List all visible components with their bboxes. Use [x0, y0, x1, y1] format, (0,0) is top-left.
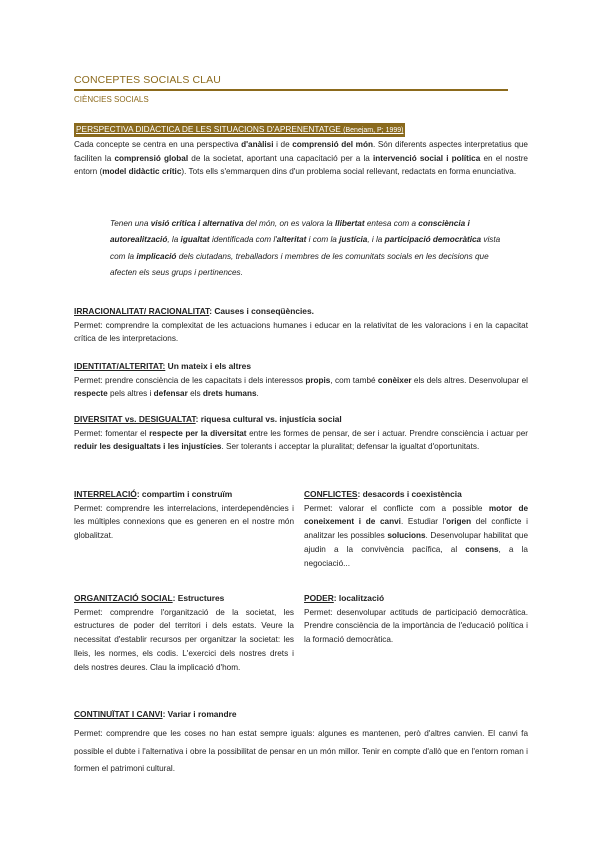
interrelacio-title: INTERRELACIÓ: compartim i construïm — [74, 489, 233, 499]
perspectiva-heading-text: PERSPECTIVA DIDÀCTICA DE LES SITUACIONS D'APRENENTATGE — [76, 124, 341, 134]
values-quote: Tenen una visió crítica i alternativa del món, on es valora la llibertat entesa com a consciència i autorealització, la igualtat identificada com l'alteritat i com la justícia, i la participació democràtica vista com la implicació dels ciutadans, treballadors i membres de les comunitats socials en les decisions que afecten els seus grups i pertinences. — [110, 219, 501, 278]
continuitat-title: CONTINUÏTAT I CANVI: Variar i romandre — [74, 709, 237, 719]
identitat-title: IDENTITAT/ALTERITAT: Un mateix i els altres — [74, 361, 251, 371]
conflictes-text: Permet: valorar el conflicte com a possible motor de coneixement i de canvi. Estudiar l'origen del conflicte i analitzar les possibles solucions. Desenvolupar habilitat que ajudin a la convivència pacífica, al consens, a la negociació... — [304, 503, 528, 568]
conflictes-title: CONFLICTES: desacords i coexistència — [304, 489, 462, 499]
perspectiva-reference: (Benejam, P; 1999) — [343, 127, 404, 134]
diversitat-title: DIVERSITAT vs. DESIGUALTAT: riquesa cultural vs. injustícia social — [74, 414, 342, 424]
title-rule — [74, 89, 508, 91]
continuitat-text: Permet: comprendre que les coses no han estat sempre iguals: algunes es mantenen, però d'altres canvien. El canvi fa possible el dubte i l'alternativa i obre la possibilitat de pensar en un món millor. Tenir en compte d'allò que en l'entorn roman i formen el patrimoni cultural. — [74, 729, 528, 773]
poder-text: Permet: desenvolupar actituds de participació democràtica. Prendre consciència de la importància de l'educació política i la formació democràtica. — [304, 607, 528, 645]
section-continuitat — [74, 708, 528, 778]
irracionalitat-title: IRRACIONALITAT/ RACIONALITAT: Causes i conseqüències. — [74, 306, 314, 316]
section-diversitat — [74, 413, 528, 454]
document-title: CONCEPTES SOCIALS CLAU — [74, 74, 221, 86]
diversitat-text: Permet: fomentar el respecte per la diversitat entre les formes de pensar, de ser i actuar. Prendre consciència i actuar per reduir les desigualtats i les injustícies. Ser tolerants i acceptar la pluralitat; defensar la igualtat d'oportunitats. — [74, 428, 529, 451]
identitat-text: Permet: prendre consciència de les capacitats i dels interessos propis, com també conèixer els dels altres. Desenvolupar el respecte pels altres i defensar els drets humans. — [74, 375, 528, 398]
section-irracionalitat — [74, 305, 528, 346]
perspectiva-heading — [74, 123, 405, 137]
section-identitat — [74, 360, 528, 401]
section-conflictes — [304, 488, 528, 570]
interrelacio-text: Permet: comprendre les interrelacions, interdependències i les múltiples connexions que es generen en el nostre món globalitzat. — [74, 503, 294, 541]
organitzacio-title: ORGANITZACIÓ SOCIAL: Estructures — [74, 593, 225, 603]
document-subtitle: CIÈNCIES SOCIALS — [74, 95, 149, 104]
perspectiva-paragraph: Cada concepte se centra en una perspectiva d'anàlisi i de comprensió del món. Són diferents aspectes interpretatius que faciliten la comprensió global de la societat, aportant una capacitació per a la intervenció social i política en el nostre entorn (model didàctic crític). Tots ells s'emmarquen dins d'un problema social rellevant, redactats en forma enunciativa. — [74, 140, 528, 176]
section-poder — [304, 592, 528, 647]
organitzacio-text: Permet: comprendre l'organització de la societat, les estructures de poder del territori i dels estats. Veure la necessitat d'establir recursos per organitzar la societat: les lleis, les normes, els codis. L'exercici dels nostres drets i dels nostres deures. Clau la implicació d'hom. — [74, 607, 294, 672]
irracionalitat-text: Permet: comprendre la complexitat de les actuacions humanes i educar en la relativitat de les valoracions i en la capacitat crítica de les interpretacions. — [74, 320, 528, 343]
section-organitzacio — [74, 592, 294, 674]
poder-title: PODER: localització — [304, 593, 385, 603]
section-interrelacio — [74, 488, 294, 543]
